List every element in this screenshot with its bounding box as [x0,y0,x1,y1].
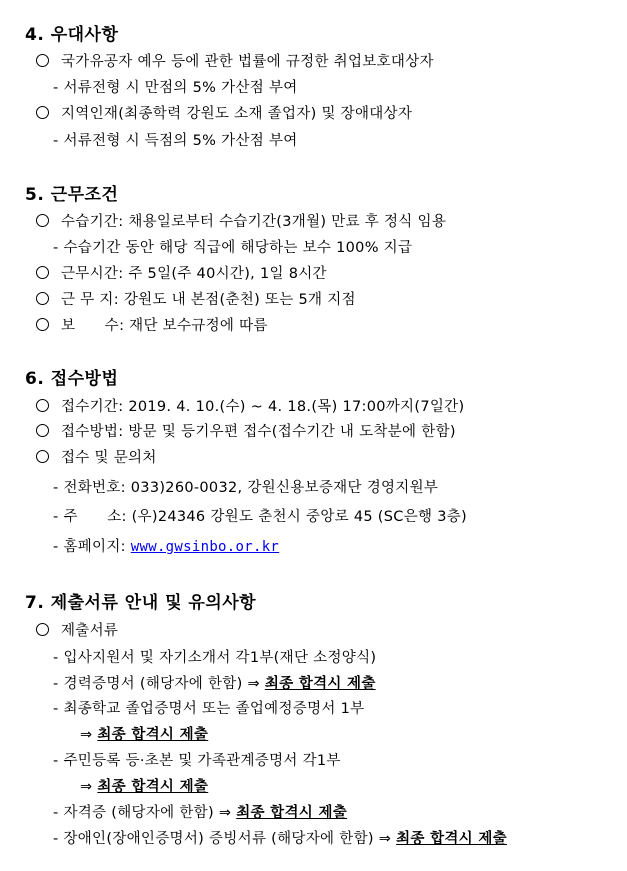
item-text: 수습기간: 채용일로부터 수습기간(3개월) 만료 후 정식 임용 [61,214,447,230]
section-5-item-4 [36,316,268,336]
doc-text: - 최종학교 졸업증명서 또는 졸업예정증명서 1부 [53,701,365,717]
doc-item [80,777,208,797]
doc-submit-note: 최종 합격시 제출 [264,676,376,692]
section-6-heading: 6. 접수방법 [25,369,119,389]
section-5-item-1 [36,212,446,232]
doc-text: - 자격증 (해당자에 한함) ⇒ [53,805,237,821]
circle-bullet-icon [36,214,49,227]
homepage-link[interactable]: www.gwsinbo.or.kr [130,539,280,555]
circle-bullet-icon [36,318,49,331]
doc-submit-note: 최종 합격시 제출 [236,805,348,821]
section-4-item-1-sub: - 서류전형 시 만점의 5% 가산점 부여 [53,80,298,96]
item-text: 국가유공자 예우 등에 관한 법률에 규정한 취업보호대상자 [61,54,434,70]
item-text: 지역인재(최종학력 강원도 소재 졸업자) 및 장애대상자 [61,106,413,122]
item-text: 접수 및 문의처 [61,450,157,466]
doc-item [53,829,507,849]
item-text: 근 무 지: 강원도 내 본점(춘천) 또는 5개 지점 [61,292,356,308]
doc-text: - 주민등록 등·초본 및 가족관계증명서 각1부 [53,753,341,769]
section-5-item-3 [36,290,356,310]
item-text: 보 수: 재단 보수규정에 따름 [61,318,268,334]
circle-bullet-icon [36,623,49,636]
doc-item [53,699,364,719]
circle-bullet-icon [36,399,49,412]
circle-bullet-icon [36,54,49,67]
doc-text: - 입사지원서 및 자기소개서 각1부(재단 소정양식) [53,650,377,666]
item-text: 근무시간: 주 5일(주 40시간), 1일 8시간 [61,266,327,282]
doc-text: - 경력증명서 (해당자에 한함) ⇒ [53,676,265,692]
section-4-item-2-sub: - 서류전형 시 득점의 5% 가산점 부여 [53,133,298,149]
doc-item [53,648,376,668]
section-4-heading: 4. 우대사항 [25,25,119,45]
doc-submit-note: 최종 합격시 제출 [97,727,209,743]
contact-phone: - 전화번호: 033)260-0032, 강원신용보증재단 경영지원부 [53,480,439,496]
item-text: 접수기간: 2019. 4. 10.(수) ~ 4. 18.(목) 17:00까지(7일간) [61,399,465,415]
circle-bullet-icon [36,424,49,437]
doc-item [80,725,208,745]
doc-item [53,674,376,694]
doc-submit-note: 최종 합격시 제출 [97,779,209,795]
doc-text: - 장애인(장애인증명서) 증빙서류 (해당자에 한함) ⇒ [53,831,397,847]
section-4-item-1 [36,52,434,72]
doc-text: ⇒ [80,779,98,795]
item-text: 접수방법: 방문 및 등기우편 접수(접수기간 내 도착분에 한함) [61,424,456,440]
contact-address: - 주 소: (우)24346 강원도 춘천시 중앙로 45 (SC은행 3층) [53,509,468,525]
doc-item [53,751,341,771]
section-4-item-2 [36,104,412,124]
section-5-heading: 5. 근무조건 [25,185,119,205]
section-6-item-3 [36,448,157,468]
contact-homepage [53,537,279,557]
circle-bullet-icon [36,266,49,279]
section-7-item-1 [36,621,118,641]
homepage-label: - 홈페이지: [53,539,131,555]
section-6-item-1 [36,397,464,417]
section-5-item-1-sub: - 수습기간 동안 해당 직급에 해당하는 보수 100% 지급 [53,240,413,256]
doc-submit-note: 최종 합격시 제출 [396,831,507,847]
doc-text: ⇒ [80,727,98,743]
section-5-item-2 [36,264,327,284]
circle-bullet-icon [36,450,49,463]
section-6-item-2 [36,422,456,442]
circle-bullet-icon [36,106,49,119]
section-7-heading: 7. 제출서류 안내 및 유의사항 [25,593,257,613]
item-text: 제출서류 [61,623,119,639]
circle-bullet-icon [36,292,49,305]
doc-item [53,803,347,823]
